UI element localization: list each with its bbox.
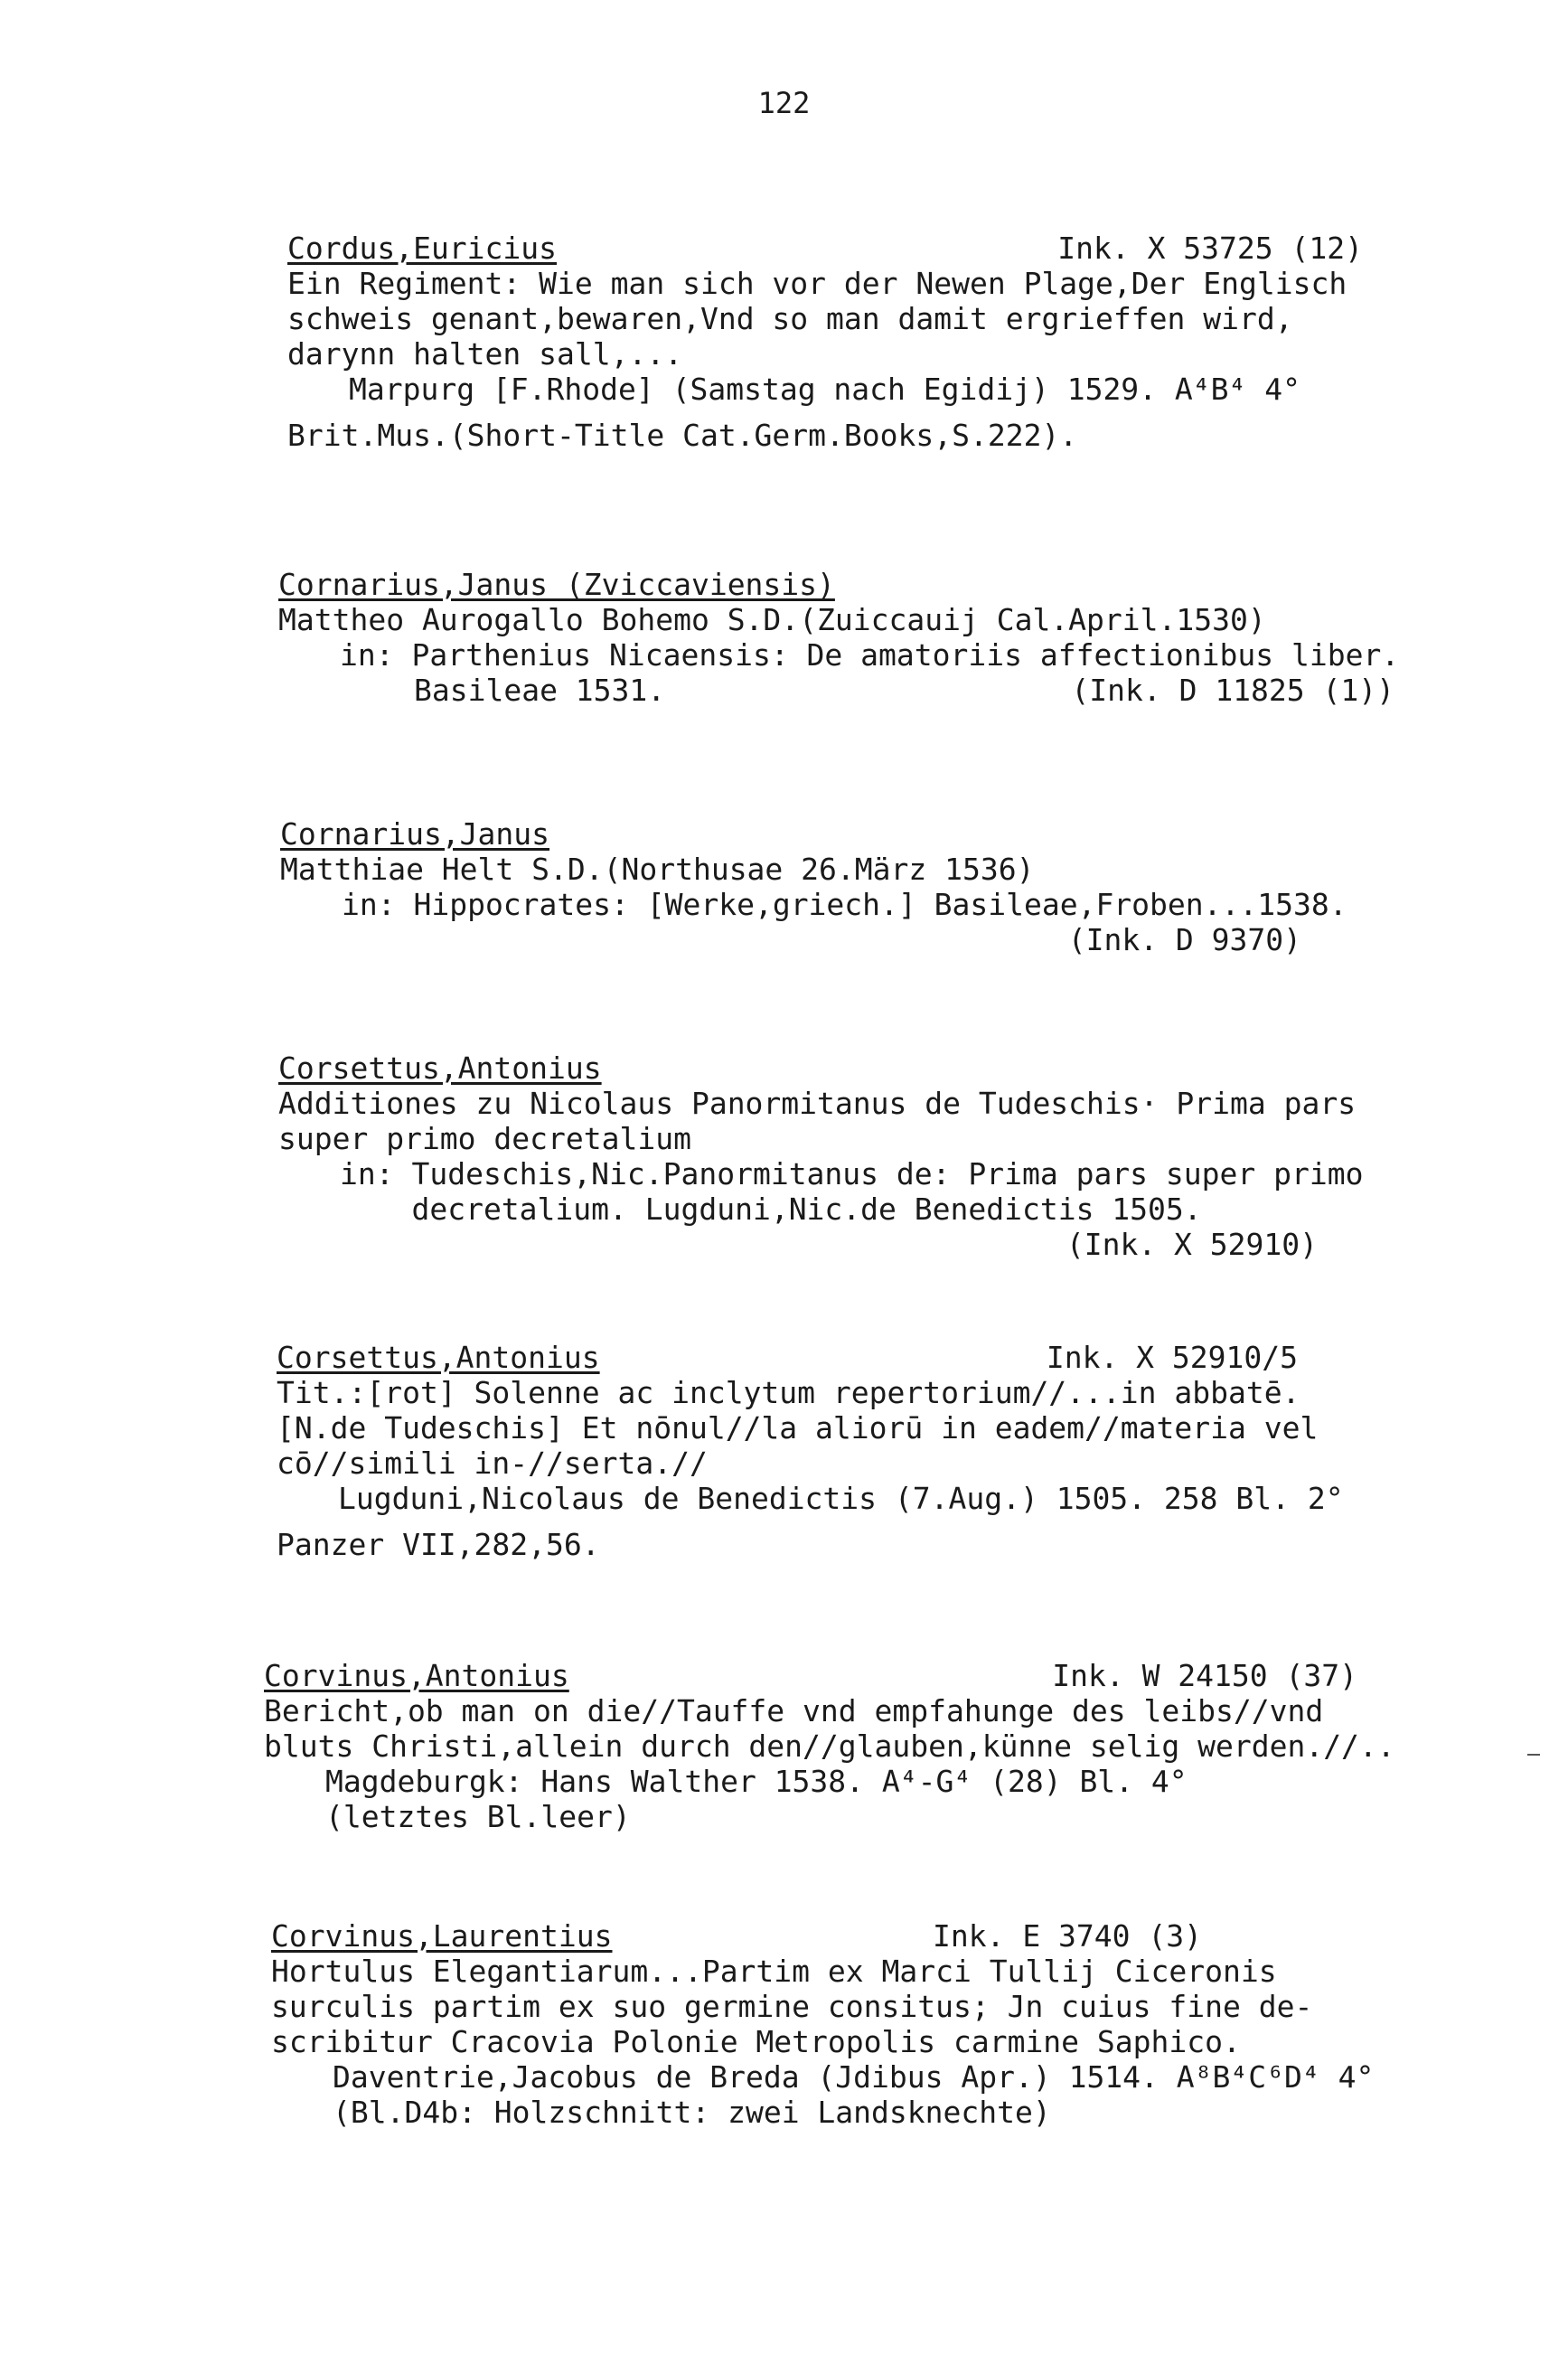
imprint-row bbox=[278, 673, 1471, 708]
title-line: schweis genant,bewaren,Vnd so man damit ergrieffen wird, bbox=[287, 301, 1293, 336]
in-line: in: Hippocrates: [Werke,griech.] Basileae,Froben...1538. bbox=[342, 887, 1347, 922]
title-line: darynn halten sall,... bbox=[287, 336, 683, 372]
title-line: cō//simili in-//serta.// bbox=[277, 1446, 708, 1481]
title-line: Matthiae Helt S.D.(Northusae 26.März 1536) bbox=[280, 852, 1035, 887]
title-line: Ein Regiment: Wie man sich vor der Newen Plage,Der Englisch bbox=[287, 266, 1347, 301]
shelfmark: Ink. X 53725 (12) bbox=[1057, 231, 1363, 266]
in-line: decretalium. Lugduni,Nic.de Benedictis 1505. bbox=[340, 1191, 1202, 1227]
entry-heading: Cordus,Euricius bbox=[287, 231, 558, 266]
bibliographic-note: Panzer VII,282,56. bbox=[277, 1527, 600, 1562]
imprint-line: Daventrie,Jacobus de Breda (Jdibus Apr.) 1514. A⁸B⁴C⁶D⁴ 4° bbox=[333, 2059, 1375, 2095]
title-line: scribitur Cracovia Polonie Metropolis carmine Saphico. bbox=[271, 2024, 1241, 2059]
title-line: super primo decretalium bbox=[278, 1121, 691, 1156]
title-line: Bericht,ob man on die//Tauffe vnd empfahunge des leibs//vnd bbox=[264, 1693, 1324, 1728]
entry-heading: Corsettus,Antonius bbox=[277, 1340, 600, 1375]
entry-heading: Corsettus,Antonius bbox=[278, 1050, 602, 1086]
title-line: bluts Christi,allein durch den//glauben,künne selig werden.//.. bbox=[264, 1728, 1395, 1764]
catalog-entry-cornarius-2 bbox=[280, 816, 1455, 957]
catalog-entry-corvinus-antonius bbox=[264, 1658, 1457, 1834]
shelfmark: (Ink. D 9370) bbox=[1067, 922, 1301, 957]
title-line: surculis partim ex suo germine consitus; Jn cuius fine de- bbox=[271, 1989, 1313, 2024]
in-line: in: Parthenius Nicaensis: De amatoriis affectionibus liber. bbox=[340, 637, 1400, 673]
imprint-line: Marpurg [F.Rhode] (Samstag nach Egidij) 1529. A⁴B⁴ 4° bbox=[349, 372, 1300, 407]
imprint-line: Lugduni,Nicolaus de Benedictis (7.Aug.) 1505. 258 Bl. 2° bbox=[338, 1481, 1344, 1516]
imprint-line: Magdeburgk: Hans Walther 1538. A⁴-G⁴ (28) Bl. 4° bbox=[325, 1764, 1188, 1799]
entry-heading: Corvinus,Antonius bbox=[264, 1658, 569, 1693]
entry-heading: Cornarius,Janus bbox=[280, 816, 550, 852]
entry-header bbox=[271, 1918, 1473, 1954]
shelfmark: Ink. W 24150 (37) bbox=[1052, 1658, 1357, 1693]
catalog-entry-corsettus-1 bbox=[278, 1050, 1471, 1262]
shelfmark: Ink. X 52910/5 bbox=[1046, 1340, 1298, 1375]
entry-header bbox=[277, 1340, 1451, 1375]
imprint-line: (Bl.D4b: Holzschnitt: zwei Landsknechte) bbox=[333, 2095, 1051, 2130]
entry-header bbox=[264, 1658, 1457, 1693]
title-line: Additiones zu Nicolaus Panormitanus de Tudeschis· Prima pars bbox=[278, 1086, 1357, 1121]
imprint-line: Basileae 1531. bbox=[414, 673, 666, 708]
entry-heading: Corvinus,Laurentius bbox=[271, 1918, 613, 1954]
margin-mark bbox=[1527, 1754, 1540, 1756]
shelfmark: Ink. E 3740 (3) bbox=[932, 1918, 1202, 1954]
shelfmark: (Ink. D 11825 (1)) bbox=[1071, 673, 1394, 708]
entry-header bbox=[287, 231, 1444, 266]
title-line: Tit.:[rot] Solenne ac inclytum repertorium//...in abbatē. bbox=[277, 1375, 1300, 1410]
catalog-entry-corsettus-2 bbox=[277, 1340, 1451, 1562]
imprint-line: (letztes Bl.leer) bbox=[325, 1799, 631, 1834]
in-line: in: Tudeschis,Nic.Panormitanus de: Prima pars super primo bbox=[340, 1156, 1364, 1191]
catalog-entry-cordus bbox=[287, 231, 1444, 453]
bibliographic-note: Brit.Mus.(Short-Title Cat.Germ.Books,S.222). bbox=[287, 418, 1078, 453]
title-line: Mattheo Aurogallo Bohemo S.D.(Zuiccauij Cal.April.1530) bbox=[278, 602, 1266, 637]
shelfmark: (Ink. X 52910) bbox=[1066, 1227, 1318, 1262]
title-line: Hortulus Elegantiarum...Partim ex Marci Tullij Ciceronis bbox=[271, 1954, 1277, 1989]
title-line: [N.de Tudeschis] Et nōnul//la aliorū in eadem//materia vel bbox=[277, 1410, 1319, 1446]
entry-heading: Cornarius,Janus (Zviccaviensis) bbox=[278, 567, 835, 602]
page-number: 122 bbox=[757, 86, 811, 120]
catalog-entry-corvinus-laurentius bbox=[271, 1918, 1473, 2130]
catalog-entry-cornarius-1 bbox=[278, 567, 1471, 708]
